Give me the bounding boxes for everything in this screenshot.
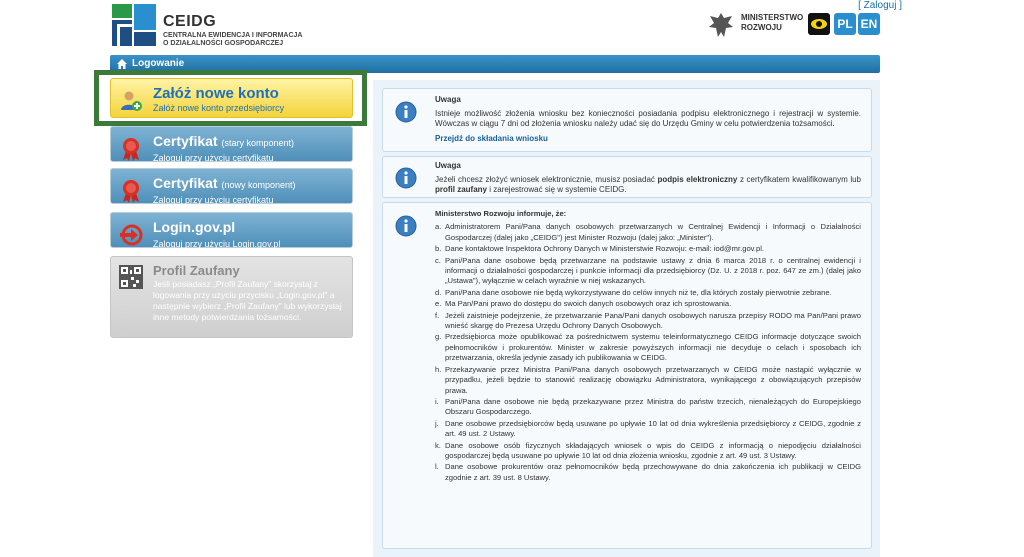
eagle-emblem-icon	[706, 10, 736, 40]
gdpr-item-text: Pani/Pana dane osobowe nie będą przekazywane przez Ministra do państw trzecich, nienależących do Europejskiego Obszaru Gospodarczego.	[445, 396, 861, 417]
certificate-seal-icon	[119, 179, 143, 203]
lang-pl-button[interactable]: PL	[834, 13, 856, 35]
gdpr-list-item	[435, 244, 861, 254]
info-icon	[395, 215, 417, 237]
ministry-name	[741, 13, 803, 33]
logo-subtitle-line1: CENTRALNA EWIDENCJA I INFORMACJA	[163, 32, 303, 39]
login-gov-subtitle: Zaloguj przy użyciu Login.gov.pl	[153, 239, 281, 249]
notice-box-electronic-signature	[382, 156, 872, 198]
trusted-profile-button	[110, 256, 353, 338]
qr-code-icon	[119, 265, 143, 289]
gdpr-list-item	[435, 288, 861, 298]
info-icon	[395, 167, 417, 189]
gdpr-item-text: Dane osobowe prokurentów oraz pełnomocników będą przechowywane do dnia zakończenia ich publikacji w CEIDG zgodnie z art. 39 ust. 8 Ustawy.	[445, 462, 861, 482]
logo-subtitle-line2: O DZIAŁALNOŚCI GOSPODARCZEJ	[163, 40, 284, 47]
gdpr-list-item	[435, 256, 861, 287]
gdpr-item-text: Pani/Pana dane osobowe nie będą wykorzystywane do celów innych niż te, dla których zostały pierwotnie zebrane.	[445, 287, 832, 297]
certificate-old-title	[153, 133, 294, 149]
gdpr-item-text: Przedsiębiorca może opublikować za pośrednictwem systemu teleinformatycznego CEIDG informacje dotyczące swoich pełnomocników i prokurentów. Minister w zakresie powyższych informacji nie decyduje o celach i sposobach ich przetwarzania, określa jedynie zasady ich publikowania w CEIDG.	[445, 332, 861, 363]
notice-text-part: z certyfikatem kwalifikowanym lub	[737, 174, 862, 184]
login-gov-button[interactable]	[110, 212, 353, 248]
gdpr-item-letter: f.	[435, 310, 440, 320]
ceidg-logo-icon[interactable]	[112, 4, 156, 46]
gdpr-item-text: Dane kontaktowe Inspektora Ochrony Danych w Ministerstwie Rozwoju: e-mail: iod@mr.gov.pl.	[445, 244, 765, 254]
gdpr-item-text: Jeżeli zaistnieje podejrzenie, że przetwarzanie Pana/Pani danych osobowych narusza przepisy RODO ma Pan/Pani prawo wnieść skargę do Prezesa Urzędu Ochrony Danych Osobowych.	[445, 310, 861, 331]
certificate-old-tag: (stary komponent)	[221, 138, 295, 148]
certificate-new-title	[153, 175, 296, 191]
gdpr-list	[435, 222, 861, 483]
ministry-line1: MINISTERSTWO	[741, 13, 804, 22]
notice-text-bold: profil zaufany	[435, 185, 488, 194]
certificate-new-subtitle: Zaloguj przy użyciu certyfikatu	[153, 195, 274, 205]
gdpr-list-item	[435, 419, 861, 440]
gdpr-item-letter: i.	[435, 396, 439, 406]
gdpr-item-text: Dane osobowe osób fizycznych składających wniosek o wpis do CEIDG z informacją o niepodjęciu działalności gospodarczej będą usuwane po upływie 10 lat od dnia złożenia wniosku, zgodnie z art. 49 ust. 3 Ustawy.	[445, 440, 861, 460]
notice-text-bold: podpis elektroniczny	[657, 174, 738, 184]
gdpr-item-text: Pani/Pana dane osobowe będą przetwarzane na podstawie ustawy z dnia 6 marca 2018 r. o centralnej ewidencji i informacji o działalności gospodarczej i punkcie informacji dla przedsiębiorcy (Dz. U. z 2018 r. poz. 647 ze zm.) (dalej jako „Ustawa"), wyłącznie w celach wyraźnie w niej wskazanych.	[445, 255, 861, 286]
gdpr-item-letter: k.	[435, 440, 441, 450]
login-gov-title: Login.gov.pl	[153, 219, 236, 235]
notice-header: Uwaga	[435, 95, 461, 104]
notice-box-no-signature	[382, 88, 872, 152]
certificate-old-subtitle: Zaloguj przy użyciu certyfikatu	[153, 153, 274, 163]
gdpr-item-letter: d.	[435, 287, 442, 297]
gdpr-list-item	[435, 462, 861, 483]
gdpr-item-letter: g.	[435, 332, 442, 342]
submit-application-link[interactable]: Przejdź do składania wniosku	[435, 133, 548, 143]
gdpr-item-letter: c.	[435, 255, 441, 265]
gdpr-item-letter: b.	[435, 244, 442, 254]
new-account-subtitle: Załóż nowe konto przedsiębiorcy	[153, 103, 285, 113]
gdpr-list-item	[435, 365, 861, 396]
accessibility-contrast-icon[interactable]	[808, 13, 830, 35]
gdpr-list-item	[435, 222, 861, 243]
certificate-new-tag: (nowy komponent)	[221, 180, 296, 190]
gdpr-item-letter: l.	[435, 462, 439, 472]
notice-text-part: Jeżeli chcesz złożyć wniosek elektronicznie, musisz posiadać	[435, 174, 658, 184]
gdpr-item-text: Administratorem Pani/Pana danych osobowych przetwarzanych w Centralnej Ewidencji i Informacji o Działalności Gospodarczej (dalej jako „CEIDG") jest Minister Rozwoju (dalej jako: „Minister").	[445, 222, 861, 242]
trusted-profile-description: Jeśli posiadasz „Profil Zaufany" skorzystaj z logowania przy użyciu przycisku „Login.gov.pl" a następnie wybierz „Profil Zaufany" lub wykorzystaj inne metody potwierdzania tożsamości.	[153, 279, 342, 322]
certificate-new-label: Certyfikat	[153, 175, 218, 191]
gdpr-item-text: Dane osobowe przedsiębiorców będą usuwane po upływie 10 lat od dnia wykreślenia przedsiębiorcy z CEIDG, zgodnie z art. 49 ust. 2 Ustawy.	[445, 418, 861, 439]
header	[0, 0, 1024, 52]
gdpr-item-text: Przekazywanie przez Ministra Pani/Pana danych osobowych przetwarzanych w CEIDG może nastąpić wyłącznie w przypadku, jeżeli będzie to stanowić realizację obowiązku Administratora, wynikającego z obowiązujących przepisów prawa.	[445, 364, 861, 395]
certificate-seal-icon	[119, 137, 143, 161]
add-user-icon	[119, 89, 143, 113]
notice-text	[435, 175, 861, 196]
gdpr-list-item	[435, 311, 861, 332]
new-account-button[interactable]	[110, 78, 353, 118]
trusted-profile-title: Profil Zaufany	[153, 263, 240, 278]
certificate-old-button[interactable]	[110, 126, 353, 162]
ministry-line2: ROZWOJU	[741, 23, 782, 32]
login-link[interactable]: [ Zaloguj ]	[858, 0, 902, 11]
gdpr-header: Ministerstwo Rozwoju informuje, że:	[435, 209, 567, 218]
home-icon[interactable]	[116, 58, 128, 70]
certificate-old-label: Certyfikat	[153, 133, 218, 149]
login-arrow-icon	[119, 223, 143, 247]
logo-title: CEIDG	[163, 13, 217, 30]
gdpr-item-letter: e.	[435, 299, 442, 309]
new-account-title: Załóż nowe konto	[153, 85, 279, 102]
certificate-new-button[interactable]	[110, 168, 353, 204]
gdpr-info-box	[382, 202, 872, 549]
gdpr-list-item	[435, 299, 861, 309]
notice-text: Istnieje możliwość złożenia wniosku bez konieczności posiadania podpisu elektronicznego i rejestracji w systemie. Wówczas w ciągu 7 dni od złożenia wniosku należy udać się do Urzędu Gminy w celu potwierdzenia tożsamości.	[435, 108, 861, 128]
gdpr-list-item	[435, 441, 861, 462]
info-icon	[395, 101, 417, 123]
gdpr-item-letter: a.	[435, 222, 442, 232]
section-title: Logowanie	[132, 58, 185, 69]
logo-subtitle	[163, 32, 313, 48]
gdpr-item-letter: h.	[435, 364, 442, 374]
gdpr-list-item	[435, 332, 861, 363]
notice-header: Uwaga	[435, 161, 461, 170]
notice-text-part: i zarejestrować się w systemie CEIDG.	[487, 185, 627, 194]
gdpr-item-letter: j.	[435, 418, 439, 428]
gdpr-list-item	[435, 397, 861, 418]
lang-en-button[interactable]: EN	[858, 13, 880, 35]
gdpr-item-text: Ma Pan/Pani prawo do dostępu do swoich danych osobowych oraz ich sprostowania.	[445, 299, 732, 309]
